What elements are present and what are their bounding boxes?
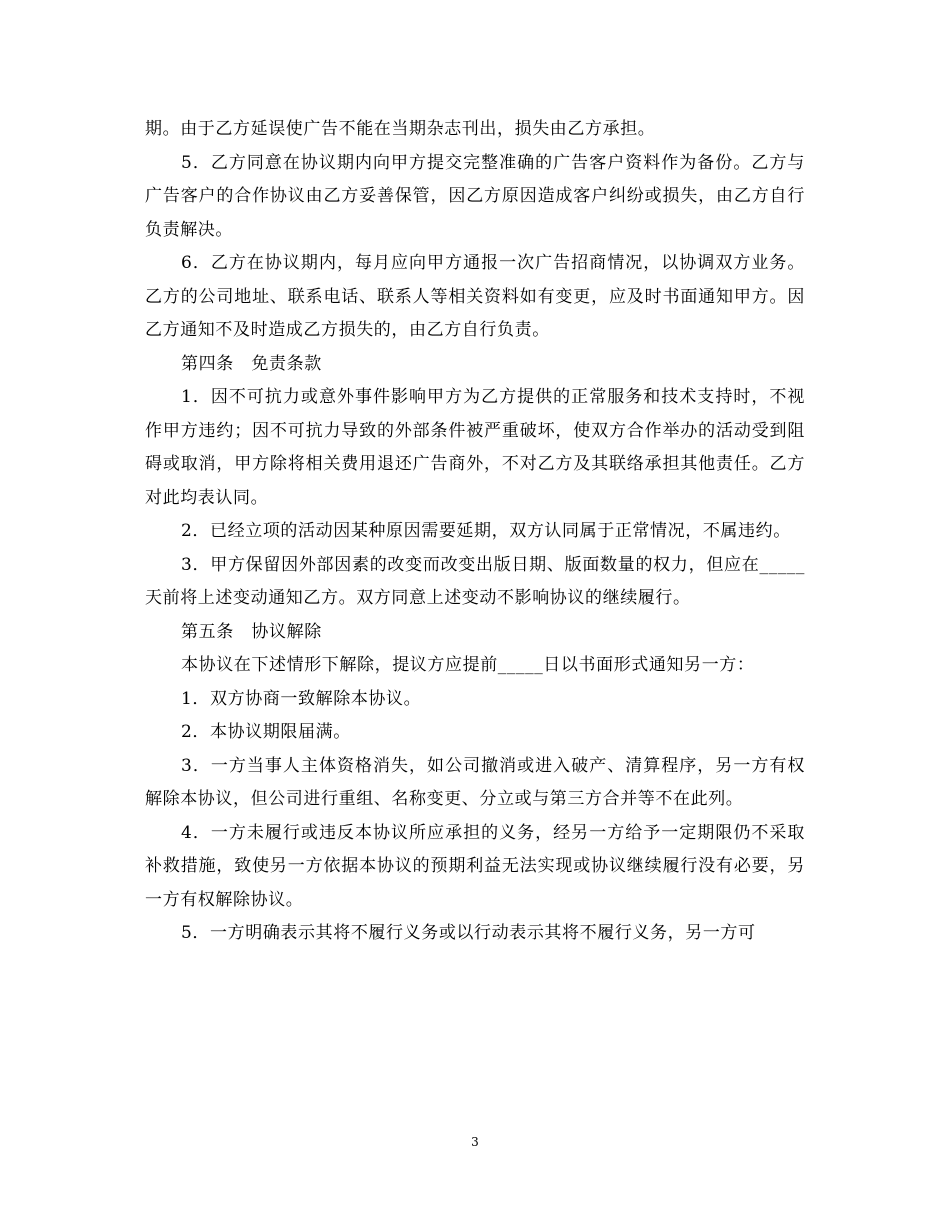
section-heading-article-4: 第四条 免责条款 — [181, 353, 322, 374]
paragraph-clause-6: 6．乙方在协议期内，每月应向甲方通报一次广告招商情况，以协调双方业务。乙方的公司地址、联系电话、联系人等相关资料如有变更，应及时书面通知甲方。因乙方通知不及时造成乙方损失的，由乙方自行负责。 — [145, 253, 805, 340]
paragraph-article-5-item-2: 2．本协议期限届满。 — [181, 722, 351, 742]
paragraph-article-5-item-5: 5．一方明确表示其将不履行义务或以行动表示其将不履行义务，另一方可 — [181, 923, 756, 943]
paragraph-article-5-item-4: 4．一方未履行或违反本协议所应承担的义务，经另一方给予一定期限仍不采取补救措施，致使另一方依据本协议的预期利益无法实现或协议继续履行没有必要，另一方有权解除协议。 — [145, 822, 805, 910]
paragraph-article-4-item-2: 2．已经立项的活动因某种原因需要延期，双方认同属于正常情况，不属违约。 — [181, 521, 791, 541]
section-heading-article-5: 第五条 协议解除 — [181, 621, 322, 642]
document-body — [145, 113, 805, 951]
paragraph-article-4-item-3: 3．甲方保留因外部因素的改变而改变出版日期、版面数量的权力，但应在_____天前将上述变动通知乙方。双方同意上述变动不影响协议的继续履行。 — [145, 554, 805, 608]
paragraph-continuation: 期。由于乙方延误使广告不能在当期杂志刊出，损失由乙方承担。 — [145, 119, 656, 139]
paragraph-article-4-item-1: 1．因不可抗力或意外事件影响甲方为乙方提供的正常服务和技术支持时，不视作甲方违约；因不可抗力导致的外部条件被严重破坏，使双方合作举办的活动受到阻碍或取消，甲方除将相关费用退还广告商外，不对乙方及其联络承担其他责任。乙方对此均表认同。 — [145, 387, 805, 508]
paragraph-clause-5: 5．乙方同意在协议期内向甲方提交完整准确的广告客户资料作为备份。乙方与广告客户的合作协议由乙方妥善保管，因乙方原因造成客户纠纷或损失，由乙方自行负责解决。 — [145, 152, 805, 240]
paragraph-article-5-item-1: 1．双方协商一致解除本协议。 — [181, 688, 422, 709]
page-number: 3 — [471, 1135, 479, 1149]
paragraph-article-5-intro: 本协议在下述情形下解除，提议方应提前_____日以书面形式通知另一方： — [181, 655, 755, 675]
paragraph-article-5-item-3: 3．一方当事人主体资格消失，如公司撤消或进入破产、清算程序，另一方有权解除本协议，但公司进行重组、名称变更、分立或与第三方合并等不在此列。 — [145, 755, 805, 809]
